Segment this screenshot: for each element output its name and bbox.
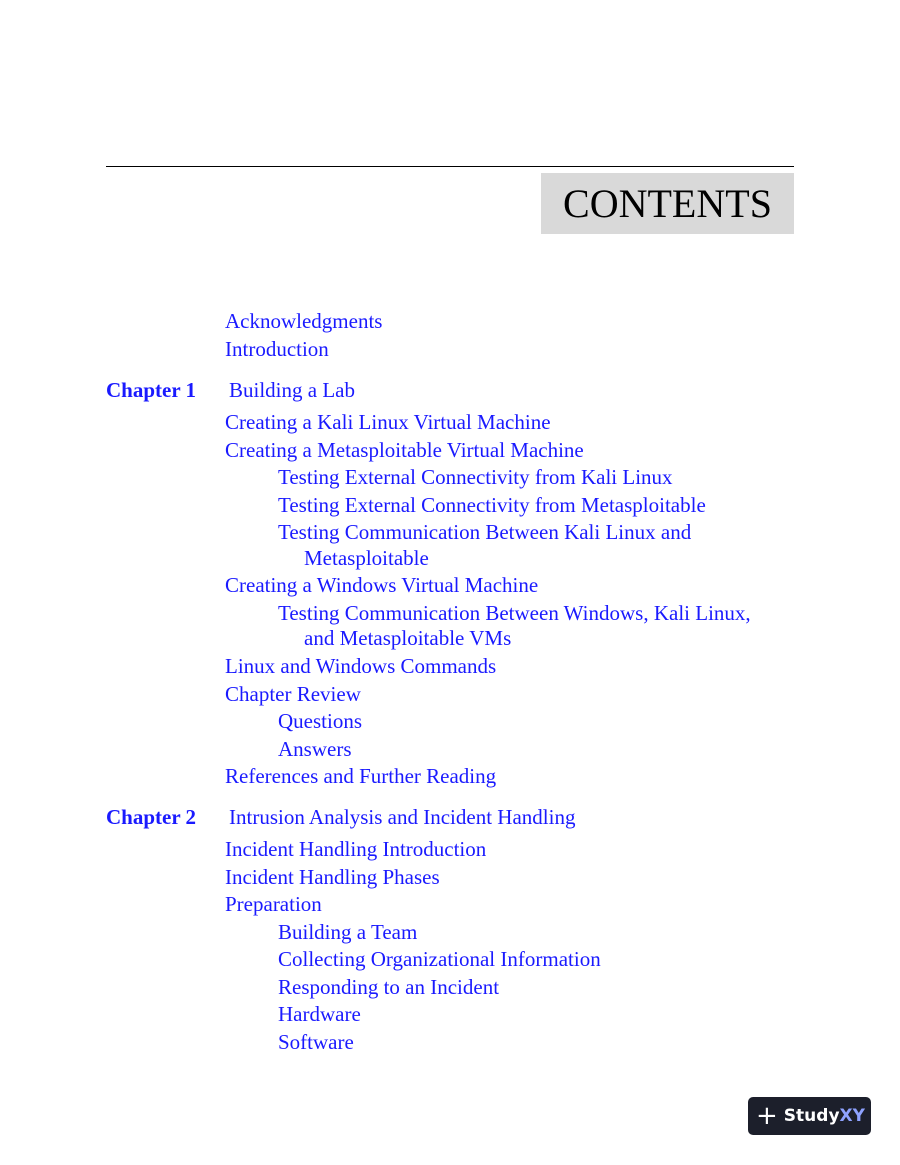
toc-subentry[interactable]: Responding to an Incident (278, 975, 500, 999)
toc-subentry[interactable]: Testing Communication Between Windows, Kali Linux, (278, 601, 751, 625)
toc-entry[interactable]: Chapter Review (225, 682, 361, 706)
header-rule (106, 166, 794, 167)
chapter-2-number: Chapter 2 (106, 805, 197, 829)
badge-suffix: XY (839, 1106, 865, 1126)
toc-entry[interactable]: Incident Handling Introduction (225, 837, 487, 861)
toc-entry[interactable]: References and Further Reading (225, 764, 497, 788)
toc-entry[interactable]: Creating a Windows Virtual Machine (225, 573, 539, 597)
toc-subentry-continued[interactable]: and Metasploitable VMs (304, 626, 512, 650)
chapter-1-number: Chapter 1 (106, 378, 197, 402)
studyxy-badge[interactable] (748, 1097, 871, 1135)
chapter-1-title[interactable]: Building a Lab (229, 378, 355, 402)
page-title: CONTENTS (541, 173, 794, 234)
badge-prefix: Study (783, 1106, 840, 1126)
toc-entry[interactable]: Incident Handling Phases (225, 865, 440, 889)
toc-subentry[interactable]: Questions (278, 709, 362, 733)
toc-subentry[interactable]: Hardware (278, 1002, 361, 1026)
toc-entry[interactable]: Creating a Kali Linux Virtual Machine (225, 410, 551, 434)
toc-entry[interactable]: Creating a Metasploitable Virtual Machine (225, 438, 584, 462)
toc-subentry[interactable]: Software (278, 1030, 354, 1054)
toc-entry-acknowledgments[interactable]: Acknowledgments (225, 309, 383, 333)
toc-subentry[interactable]: Building a Team (278, 920, 418, 944)
toc-subentry[interactable]: Answers (278, 737, 352, 761)
toc-subentry-continued[interactable]: Metasploitable (304, 546, 429, 570)
toc-subentry[interactable]: Testing External Connectivity from Metasploitable (278, 493, 706, 517)
toc-entry[interactable]: Linux and Windows Commands (225, 654, 497, 678)
plus-icon: + (756, 1101, 778, 1131)
chapter-2-title[interactable]: Intrusion Analysis and Incident Handling (229, 805, 576, 829)
toc-subentry[interactable]: Collecting Organizational Information (278, 947, 601, 971)
toc-subentry[interactable]: Testing Communication Between Kali Linux and (278, 520, 692, 544)
toc-entry-introduction[interactable]: Introduction (225, 337, 329, 361)
toc-subentry[interactable]: Testing External Connectivity from Kali Linux (278, 465, 673, 489)
toc-entry[interactable]: Preparation (225, 892, 322, 916)
